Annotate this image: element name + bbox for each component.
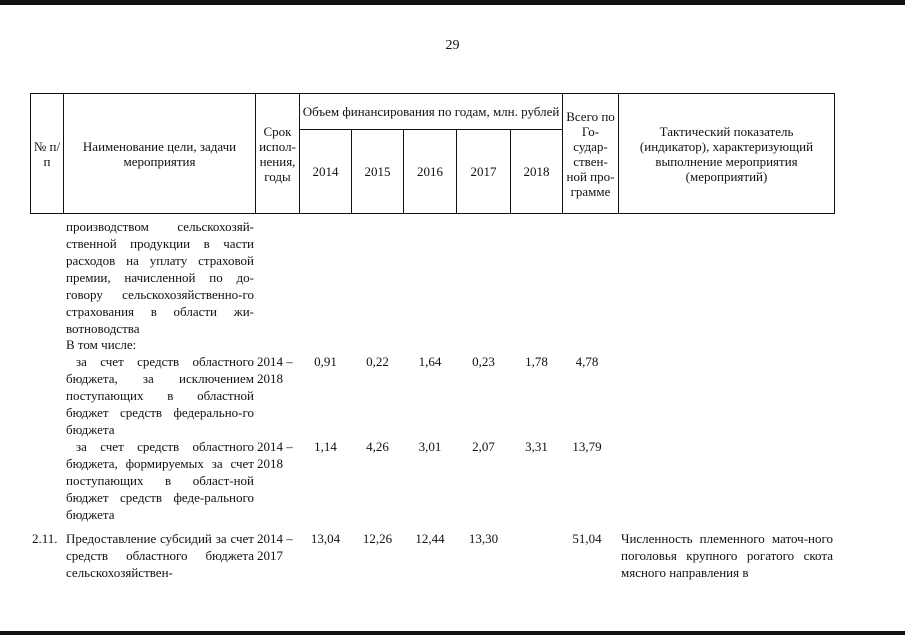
header-total-label: Всего по Го-судар-ствен-ной про-грамме <box>566 108 615 199</box>
row-2-value-2017: 2,07 <box>472 439 495 454</box>
header-year-2014 <box>299 129 352 214</box>
row-1-name: за счет средств областного бюджета, за исключением поступающих в областной бюджет средств федерально-го бюджета <box>66 354 254 437</box>
row-1-value-2016: 1,64 <box>418 354 442 369</box>
row-3-indicator: Численность племенного маточ-ного поголовья крупного рогатого скота мясного направления в <box>621 531 833 580</box>
header-name-label: Наименование цели, задачи мероприятия <box>82 138 237 169</box>
row-2-value-2016: 3,01 <box>418 439 442 454</box>
row-3-num: 2.11. <box>32 531 58 546</box>
top-border-rule <box>0 0 905 5</box>
row-1-value-2014: 0,91 <box>314 354 337 369</box>
header-term-label: Срок испол-нения, годы <box>259 123 296 184</box>
header-num <box>30 93 64 214</box>
row-2-value-2014: 1,14 <box>314 439 337 454</box>
row-2-value-2018: 3,31 <box>525 439 548 454</box>
year-label: 2018 <box>523 164 550 179</box>
year-label: 2015 <box>364 164 391 179</box>
header-year-2018 <box>510 129 563 214</box>
header-indicator-label: Тактический показатель (индикатор), характеризующий выполнение мероприятия (мероприятий) <box>639 123 814 184</box>
row-2-total: 13,79 <box>572 439 602 454</box>
header-indicator <box>618 93 835 214</box>
header-year-2017 <box>456 129 511 214</box>
row-3-value-2016: 12,44 <box>415 531 445 546</box>
row-3-term: 2014 – 2017 <box>257 531 293 563</box>
year-label: 2016 <box>417 164 443 179</box>
row-1-term: 2014 – 2018 <box>257 354 293 386</box>
year-label: 2014 <box>312 164 339 179</box>
row-2-value-2015: 4,26 <box>366 439 389 454</box>
header-year-2015 <box>351 129 404 214</box>
row-3-total: 51,04 <box>572 531 602 546</box>
row-1-total: 4,78 <box>575 354 599 369</box>
row-1-value-2018: 1,78 <box>525 354 548 369</box>
in-total-label: В том числе: <box>66 337 137 352</box>
row-3-value-2017: 13,30 <box>468 531 499 546</box>
continued-text: производством сельскохозяй-ственной продукции в части расходов на уплату страховой премии, начисленной по до-говору сельскохозяйственно-го страхования в области жи-вотноводства <box>66 219 254 336</box>
row-3-value-2015: 12,26 <box>362 531 393 546</box>
header-funding <box>299 93 563 130</box>
row-1-value-2017: 0,23 <box>472 354 495 369</box>
bottom-border-rule <box>0 631 905 635</box>
row-1-value-2015: 0,22 <box>366 354 389 369</box>
header-term <box>255 93 300 214</box>
header-name <box>63 93 256 214</box>
year-label: 2017 <box>470 164 497 179</box>
row-3-name: Предоставление субсидий за счет средств областного бюджета сельскохозяйствен- <box>66 531 254 580</box>
header-total <box>562 93 619 214</box>
page-number: 29 <box>445 38 460 53</box>
header-year-2016 <box>403 129 457 214</box>
row-2-name: за счет средств областного бюджета, формируемых за счет поступающих в област-ной бюджет средств феде-рального бюджета <box>66 439 254 522</box>
header-funding-label: Объем финансирования по годам, млн. рублей <box>302 104 560 119</box>
row-2-term: 2014 – 2018 <box>257 439 293 471</box>
row-3-value-2014: 13,04 <box>310 531 341 546</box>
header-num-label: № п/п <box>33 138 61 169</box>
